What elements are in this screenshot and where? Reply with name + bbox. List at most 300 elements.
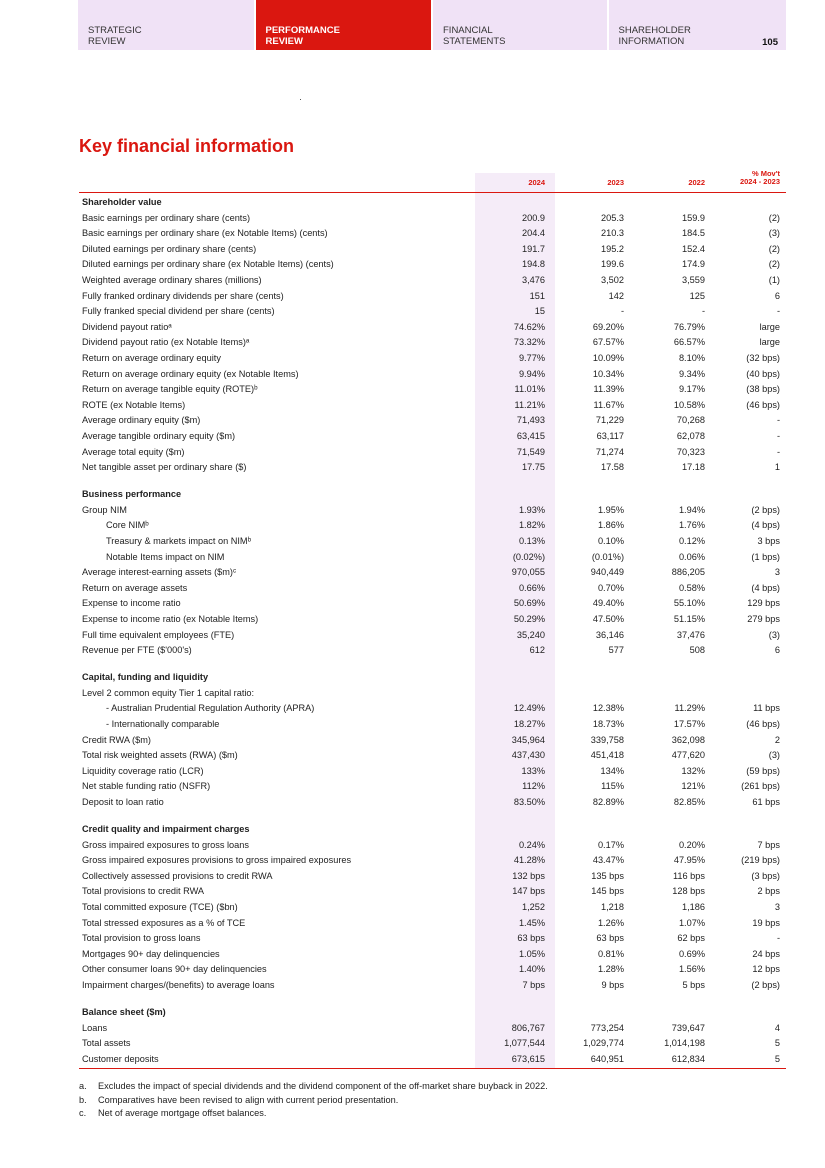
- table-row: [79, 900, 786, 916]
- table-row: [79, 686, 786, 702]
- cell-2022: 66.57%: [673, 337, 705, 348]
- cell-2023: 0.70%: [597, 582, 624, 593]
- row-label: Group NIM: [82, 504, 127, 515]
- cell-2023: (0.01%): [591, 551, 624, 562]
- cell-2023: 451,418: [590, 750, 624, 761]
- cell-2024: 200.9: [522, 212, 545, 223]
- table-row: [79, 931, 786, 947]
- cell-2022: 121%: [681, 781, 705, 792]
- cell-movement: (59 bps): [746, 765, 780, 776]
- cell-2024: 73.32%: [513, 337, 545, 348]
- page-title: Key financial information: [79, 136, 295, 156]
- footnote: [79, 1080, 548, 1094]
- cell-2024: 1.40%: [518, 964, 545, 975]
- cell-2022: 3,559: [682, 274, 705, 285]
- cell-2022: 159.9: [682, 212, 705, 223]
- cell-2023: 1,029,774: [583, 1038, 624, 1049]
- cell-2022: 0.69%: [678, 948, 705, 959]
- cell-movement: 1: [774, 462, 780, 473]
- row-label: Average total equity ($m): [82, 446, 185, 457]
- cell-movement: 5: [774, 1053, 780, 1064]
- table-row: [79, 413, 786, 429]
- row-label: Core NIMᵇ: [106, 520, 149, 531]
- column-header-label: 2023: [607, 178, 624, 187]
- cell-2023: 205.3: [601, 212, 624, 223]
- table-row: [79, 884, 786, 900]
- cell-2024: 194.8: [522, 259, 545, 270]
- tab-label-line1: PERFORMANCE: [265, 25, 340, 36]
- cell-2024: 35,240: [516, 629, 545, 640]
- section-heading: [79, 487, 786, 503]
- cell-2024: 50.29%: [513, 613, 545, 624]
- cell-2022: 70,268: [676, 415, 705, 426]
- row-label: Average tangible ordinary equity ($m): [82, 430, 236, 441]
- footnote-key: a.: [79, 1081, 87, 1091]
- cell-2024: 17.75: [522, 462, 545, 473]
- cell-2024: 612: [529, 645, 545, 656]
- cell-2022: 362,098: [671, 734, 705, 745]
- cell-2023: 43.47%: [592, 855, 624, 866]
- cell-2023: 940,449: [590, 567, 624, 578]
- cell-movement: 279 bps: [747, 613, 780, 624]
- cell-2024: 1.93%: [518, 504, 545, 515]
- cell-2022: 76.79%: [673, 321, 705, 332]
- cell-movement: 24 bps: [752, 948, 780, 959]
- cell-movement: 19 bps: [752, 917, 780, 928]
- cell-2023: 134%: [600, 765, 624, 776]
- table-row: [79, 289, 786, 305]
- cell-movement: (3 bps): [751, 870, 780, 881]
- cell-2023: 339,758: [590, 734, 624, 745]
- row-label: Liquidity coverage ratio (LCR): [82, 765, 204, 776]
- cell-movement: 61 bps: [752, 796, 780, 807]
- cell-movement: (2 bps): [751, 980, 780, 990]
- row-label: Customer deposits: [82, 1053, 159, 1064]
- cell-2022: 612,834: [671, 1053, 705, 1064]
- section-spacer: [79, 476, 786, 488]
- cell-movement: 12 bps: [752, 964, 780, 975]
- table-row: [79, 1036, 786, 1052]
- row-label: Revenue per FTE ($'000's): [82, 645, 192, 656]
- cell-2022: 152.4: [682, 243, 705, 254]
- row-label: Other consumer loans 90+ day delinquencies: [82, 964, 267, 975]
- cell-2023: 71,229: [595, 415, 624, 426]
- cell-2022: 125: [689, 290, 705, 301]
- cell-2024: 0.13%: [518, 535, 545, 546]
- cell-2024: 132 bps: [512, 870, 545, 881]
- row-label: Credit RWA ($m): [82, 734, 151, 745]
- cell-2022: 174.9: [682, 259, 705, 270]
- cell-2022: 128 bps: [672, 886, 705, 897]
- row-label: Notable Items impact on NIM: [106, 551, 225, 562]
- table-row: [79, 853, 786, 869]
- table-row: [79, 869, 786, 885]
- row-label: Average interest-earning assets ($m)ᶜ: [82, 567, 237, 578]
- cell-2022: 9.17%: [678, 384, 705, 395]
- cell-2024: 0.66%: [518, 582, 545, 593]
- cell-2023: 1.28%: [597, 964, 624, 975]
- row-label: Basic earnings per ordinary share (cents): [82, 212, 251, 223]
- row-label: - Internationally comparable: [106, 719, 220, 729]
- cell-movement: (2): [768, 212, 780, 223]
- cell-2024: 1.45%: [518, 917, 545, 928]
- cell-2022: -: [701, 306, 705, 317]
- cell-2022: 47.95%: [673, 855, 705, 866]
- table-row: [79, 947, 786, 963]
- cell-2022: 477,620: [671, 750, 705, 761]
- cell-movement: 6: [774, 290, 780, 301]
- cell-movement: (2): [768, 259, 780, 270]
- row-label: Expense to income ratio (ex Notable Items): [82, 613, 259, 624]
- row-label: Return on average ordinary equity: [82, 352, 221, 363]
- cell-2023: 773,254: [590, 1022, 624, 1033]
- tab-label-line1: SHAREHOLDER: [618, 25, 691, 36]
- cell-2022: 9.34%: [678, 368, 705, 379]
- cell-2023: 63,117: [596, 430, 624, 441]
- row-label: Total stressed exposures as a % of TCE: [82, 917, 246, 928]
- row-label: Return on average assets: [82, 582, 188, 593]
- cell-movement: (4 bps): [751, 520, 780, 531]
- tab-strategic-review[interactable]: [78, 0, 254, 50]
- table-row: [79, 351, 786, 367]
- row-label: Weighted average ordinary shares (millions): [82, 274, 262, 285]
- cell-2023: 11.67%: [593, 399, 624, 410]
- cell-2024: 0.24%: [518, 839, 545, 850]
- cell-2023: 10.34%: [592, 368, 624, 379]
- section-spacer: [79, 811, 786, 823]
- cell-2023: 142: [608, 290, 624, 301]
- cell-movement: 2 bps: [757, 886, 780, 897]
- table-row: [79, 779, 786, 795]
- row-label: Total risk weighted assets (RWA) ($m): [82, 750, 238, 761]
- tab-label-line1: STRATEGIC: [88, 25, 142, 36]
- cell-movement: (3): [768, 750, 780, 761]
- cell-movement: -: [776, 933, 780, 944]
- cell-2022: 51.15%: [673, 613, 705, 624]
- cell-2024: 147 bps: [512, 886, 545, 897]
- table-bottom-rule: [79, 1068, 786, 1069]
- stray-dot: [300, 99, 301, 100]
- cell-2023: 145 bps: [591, 886, 624, 897]
- cell-2023: 49.40%: [592, 598, 624, 609]
- cell-2024: 151: [529, 290, 545, 301]
- tab-financial-statements[interactable]: [433, 0, 607, 50]
- cell-2024: 1,077,544: [504, 1038, 545, 1049]
- top-navigation: [78, 0, 786, 50]
- row-label: Level 2 common equity Tier 1 capital ratio:: [82, 687, 255, 698]
- section-heading: [79, 195, 786, 211]
- table-row: [79, 733, 786, 749]
- footnote-text: Comparatives have been revised to align with current period presentation.: [98, 1094, 399, 1105]
- cell-movement: 6: [774, 645, 780, 656]
- cell-2022: 17.57%: [673, 719, 705, 729]
- cell-2023: 17.58: [601, 462, 624, 473]
- cell-2023: 3,502: [601, 274, 624, 285]
- cell-movement: 11 bps: [753, 703, 780, 714]
- tab-label-line1: FINANCIAL: [443, 25, 493, 36]
- cell-2022: 132%: [681, 765, 705, 776]
- cell-2023: 1,218: [601, 902, 624, 913]
- cell-2024: 41.28%: [513, 855, 545, 866]
- cell-2022: 8.10%: [678, 352, 705, 363]
- cell-2024: 3,476: [522, 274, 545, 285]
- cell-movement: (40 bps): [746, 368, 780, 379]
- footnotes: [79, 1080, 548, 1121]
- section-title: Shareholder value: [82, 197, 162, 207]
- section-spacer: [79, 994, 786, 1006]
- cell-2023: 67.57%: [592, 337, 624, 348]
- row-label: Basic earnings per ordinary share (ex Notable Items) (cents): [82, 228, 328, 239]
- cell-2024: 1.82%: [518, 520, 545, 531]
- cell-movement: (46 bps): [746, 719, 780, 729]
- row-label: Dividend payout ratioᵃ: [82, 321, 172, 332]
- cell-movement: (3): [768, 629, 780, 640]
- cell-movement: 3 bps: [757, 535, 780, 546]
- row-label: Return on average tangible equity (ROTE)ᵇ: [82, 384, 258, 395]
- row-label: Fully franked special dividend per share (cents): [82, 306, 275, 317]
- section-title: Balance sheet ($m): [82, 1007, 166, 1018]
- cell-2023: 135 bps: [591, 870, 624, 881]
- cell-2024: 437,430: [511, 750, 545, 761]
- cell-2023: 12.38%: [592, 703, 624, 714]
- table-row: [79, 701, 786, 717]
- column-header-label: 2024 - 2023: [739, 177, 780, 186]
- cell-2023: 36,146: [595, 629, 624, 640]
- row-label: Deposit to loan ratio: [82, 796, 164, 807]
- cell-2022: 1.76%: [678, 520, 705, 531]
- cell-movement: (1): [768, 274, 780, 285]
- cell-2024: 50.69%: [513, 598, 545, 609]
- cell-2023: 1.86%: [597, 520, 624, 531]
- cell-2024: 7 bps: [522, 980, 545, 990]
- cell-2022: 116 bps: [672, 870, 705, 881]
- table-row: [79, 748, 786, 764]
- cell-2024: 9.77%: [518, 352, 545, 363]
- table-row: [79, 795, 786, 811]
- cell-movement: -: [776, 415, 780, 426]
- row-label: Loans: [82, 1022, 108, 1033]
- table-row: [79, 460, 786, 476]
- cell-2024: 71,549: [516, 446, 545, 457]
- footnote-key: b.: [79, 1094, 87, 1105]
- table-row: [79, 257, 786, 273]
- cell-2022: 184.5: [682, 228, 705, 239]
- cell-2022: 0.58%: [678, 582, 705, 593]
- row-label: Impairment charges/(benefits) to average loans: [82, 980, 275, 990]
- table-row: [79, 534, 786, 550]
- cell-2024: 11.01%: [514, 384, 545, 395]
- row-label: Net stable funding ratio (NSFR): [82, 781, 211, 792]
- row-label: Full time equivalent employees (FTE): [82, 629, 235, 640]
- section-heading: [79, 1005, 786, 1021]
- cell-2023: 47.50%: [592, 613, 624, 624]
- cell-2022: 82.85%: [673, 796, 705, 807]
- cell-2023: 577: [608, 645, 624, 656]
- table-row: [79, 304, 786, 320]
- cell-2023: 9 bps: [601, 980, 624, 990]
- row-label: Total assets: [82, 1038, 131, 1049]
- cell-2024: 12.49%: [513, 703, 545, 714]
- cell-2022: 62 bps: [677, 933, 705, 944]
- cell-2024: 1,252: [522, 902, 545, 913]
- table-row: [79, 838, 786, 854]
- row-label: Dividend payout ratio (ex Notable Items)ᵃ: [82, 337, 250, 348]
- row-label: Diluted earnings per ordinary share (ex Notable Items) (cents): [82, 259, 334, 270]
- financial-table: [79, 195, 786, 1067]
- row-label: Return on average ordinary equity (ex Notable Items): [82, 368, 299, 379]
- table-row: [79, 628, 786, 644]
- cell-2022: 1.56%: [678, 964, 705, 975]
- cell-2024: (0.02%): [512, 551, 545, 562]
- cell-2024: 63 bps: [517, 933, 545, 944]
- footnote-text: Excludes the impact of special dividends and the dividend component of the off-market share buyback in 2022.: [98, 1081, 548, 1091]
- table-row: [79, 643, 786, 659]
- cell-2023: 199.6: [601, 259, 624, 270]
- cell-2024: 970,055: [511, 567, 545, 578]
- cell-2024: 345,964: [511, 734, 545, 745]
- cell-2024: 133%: [521, 765, 545, 776]
- section-title: Capital, funding and liquidity: [82, 672, 209, 683]
- cell-movement: (219 bps): [741, 855, 780, 866]
- cell-2022: 17.18: [682, 462, 705, 473]
- row-label: Average ordinary equity ($m): [82, 415, 201, 426]
- cell-2022: 62,078: [676, 430, 705, 441]
- section-heading: [79, 822, 786, 838]
- cell-2022: 1.94%: [678, 504, 705, 515]
- table-row: [79, 717, 786, 733]
- tab-label-line2: STATEMENTS: [443, 36, 506, 47]
- cell-movement: (2 bps): [751, 504, 780, 515]
- cell-movement: -: [776, 306, 780, 317]
- cell-2023: 0.10%: [597, 535, 624, 546]
- cell-2022: 55.10%: [673, 598, 705, 609]
- cell-movement: -: [776, 446, 780, 457]
- table-row: [79, 398, 786, 414]
- table-row: [79, 1052, 786, 1068]
- cell-2023: 69.20%: [592, 321, 624, 332]
- column-header-movement: [700, 170, 780, 192]
- table-row: [79, 445, 786, 461]
- footnote: [79, 1094, 548, 1108]
- cell-movement: (2): [768, 243, 780, 254]
- cell-2023: 11.39%: [593, 384, 624, 395]
- footnote-key: c.: [79, 1108, 87, 1118]
- column-header-label: 2024: [528, 178, 545, 187]
- cell-2022: 5 bps: [682, 980, 705, 990]
- cell-2024: 18.27%: [513, 719, 545, 729]
- table-row: [79, 320, 786, 336]
- cell-2022: 10.58%: [673, 399, 705, 410]
- row-label: Fully franked ordinary dividends per share (cents): [82, 290, 284, 301]
- cell-2023: 115%: [601, 781, 624, 792]
- cell-movement: 7 bps: [757, 839, 780, 850]
- tab-shareholder-information[interactable]: [609, 0, 787, 50]
- row-label: Diluted earnings per ordinary share (cents): [82, 243, 257, 254]
- table-row: [79, 242, 786, 258]
- tab-label-line2: INFORMATION: [618, 36, 685, 47]
- cell-2023: 10.09%: [592, 352, 624, 363]
- table-row: [79, 367, 786, 383]
- cell-2024: 673,615: [511, 1053, 545, 1064]
- cell-2022: 70,323: [676, 446, 705, 457]
- cell-2023: 18.73%: [592, 719, 624, 729]
- tab-performance-review[interactable]: [256, 0, 432, 50]
- cell-movement: (1 bps): [751, 551, 780, 562]
- section-title: Business performance: [82, 489, 182, 500]
- cell-2024: 83.50%: [513, 796, 545, 807]
- cell-2022: 1,186: [682, 902, 705, 913]
- cell-2022: 0.06%: [678, 551, 705, 562]
- cell-2024: 71,493: [516, 415, 545, 426]
- row-label: Mortgages 90+ day delinquencies: [82, 948, 220, 959]
- cell-2024: 806,767: [511, 1022, 545, 1033]
- cell-movement: large: [759, 337, 780, 348]
- row-label: ROTE (ex Notable Items): [82, 399, 186, 410]
- table-row: [79, 550, 786, 566]
- cell-movement: 5: [774, 1038, 780, 1049]
- section-heading: [79, 670, 786, 686]
- row-label: Gross impaired exposures provisions to gross impaired exposures: [82, 855, 352, 866]
- cell-2024: 204.4: [522, 228, 545, 239]
- table-row: [79, 581, 786, 597]
- cell-movement: (3): [768, 228, 780, 239]
- row-label: Net tangible asset per ordinary share ($): [82, 462, 247, 473]
- table-row: [79, 518, 786, 534]
- column-header-label: % Mov't: [751, 169, 780, 178]
- cell-2022: 508: [689, 645, 705, 656]
- table-row: [79, 565, 786, 581]
- section-title: Credit quality and impairment charges: [82, 824, 250, 835]
- table-row: [79, 596, 786, 612]
- table-row: [79, 916, 786, 932]
- table-row: [79, 273, 786, 289]
- cell-movement: 3: [774, 902, 780, 913]
- cell-2022: 11.29%: [674, 703, 705, 714]
- cell-2024: 15: [534, 306, 545, 317]
- cell-2023: 0.81%: [597, 948, 624, 959]
- table-row: [79, 211, 786, 227]
- cell-2024: 1.05%: [518, 948, 545, 959]
- row-label: Collectively assessed provisions to credit RWA: [82, 870, 273, 881]
- cell-movement: 3: [774, 567, 780, 578]
- cell-2023: 63 bps: [596, 933, 624, 944]
- footnote-text: Net of average mortgage offset balances.: [98, 1108, 267, 1118]
- footnote: [79, 1107, 548, 1121]
- cell-2022: 739,647: [671, 1022, 705, 1033]
- cell-2022: 37,476: [676, 629, 705, 640]
- table-row: [79, 962, 786, 978]
- cell-movement: 4: [774, 1022, 780, 1033]
- cell-movement: 129 bps: [747, 598, 780, 609]
- cell-2023: -: [620, 306, 624, 317]
- column-header-label: 2022: [688, 178, 705, 187]
- table-row: [79, 503, 786, 519]
- cell-2024: 63,415: [516, 430, 545, 441]
- cell-2022: 1,014,198: [664, 1038, 705, 1049]
- tab-label-line2: REVIEW: [265, 36, 303, 47]
- cell-movement: large: [759, 321, 780, 332]
- page-number: 105: [762, 37, 778, 48]
- cell-2023: 1.95%: [597, 504, 624, 515]
- cell-movement: (46 bps): [746, 399, 780, 410]
- tab-label-line2: REVIEW: [88, 36, 126, 47]
- cell-2023: 82.89%: [592, 796, 624, 807]
- cell-2023: 0.17%: [597, 839, 624, 850]
- cell-2023: 1.26%: [597, 917, 624, 928]
- table-row: [79, 764, 786, 780]
- cell-2024: 9.94%: [518, 368, 545, 379]
- cell-movement: (32 bps): [746, 352, 780, 363]
